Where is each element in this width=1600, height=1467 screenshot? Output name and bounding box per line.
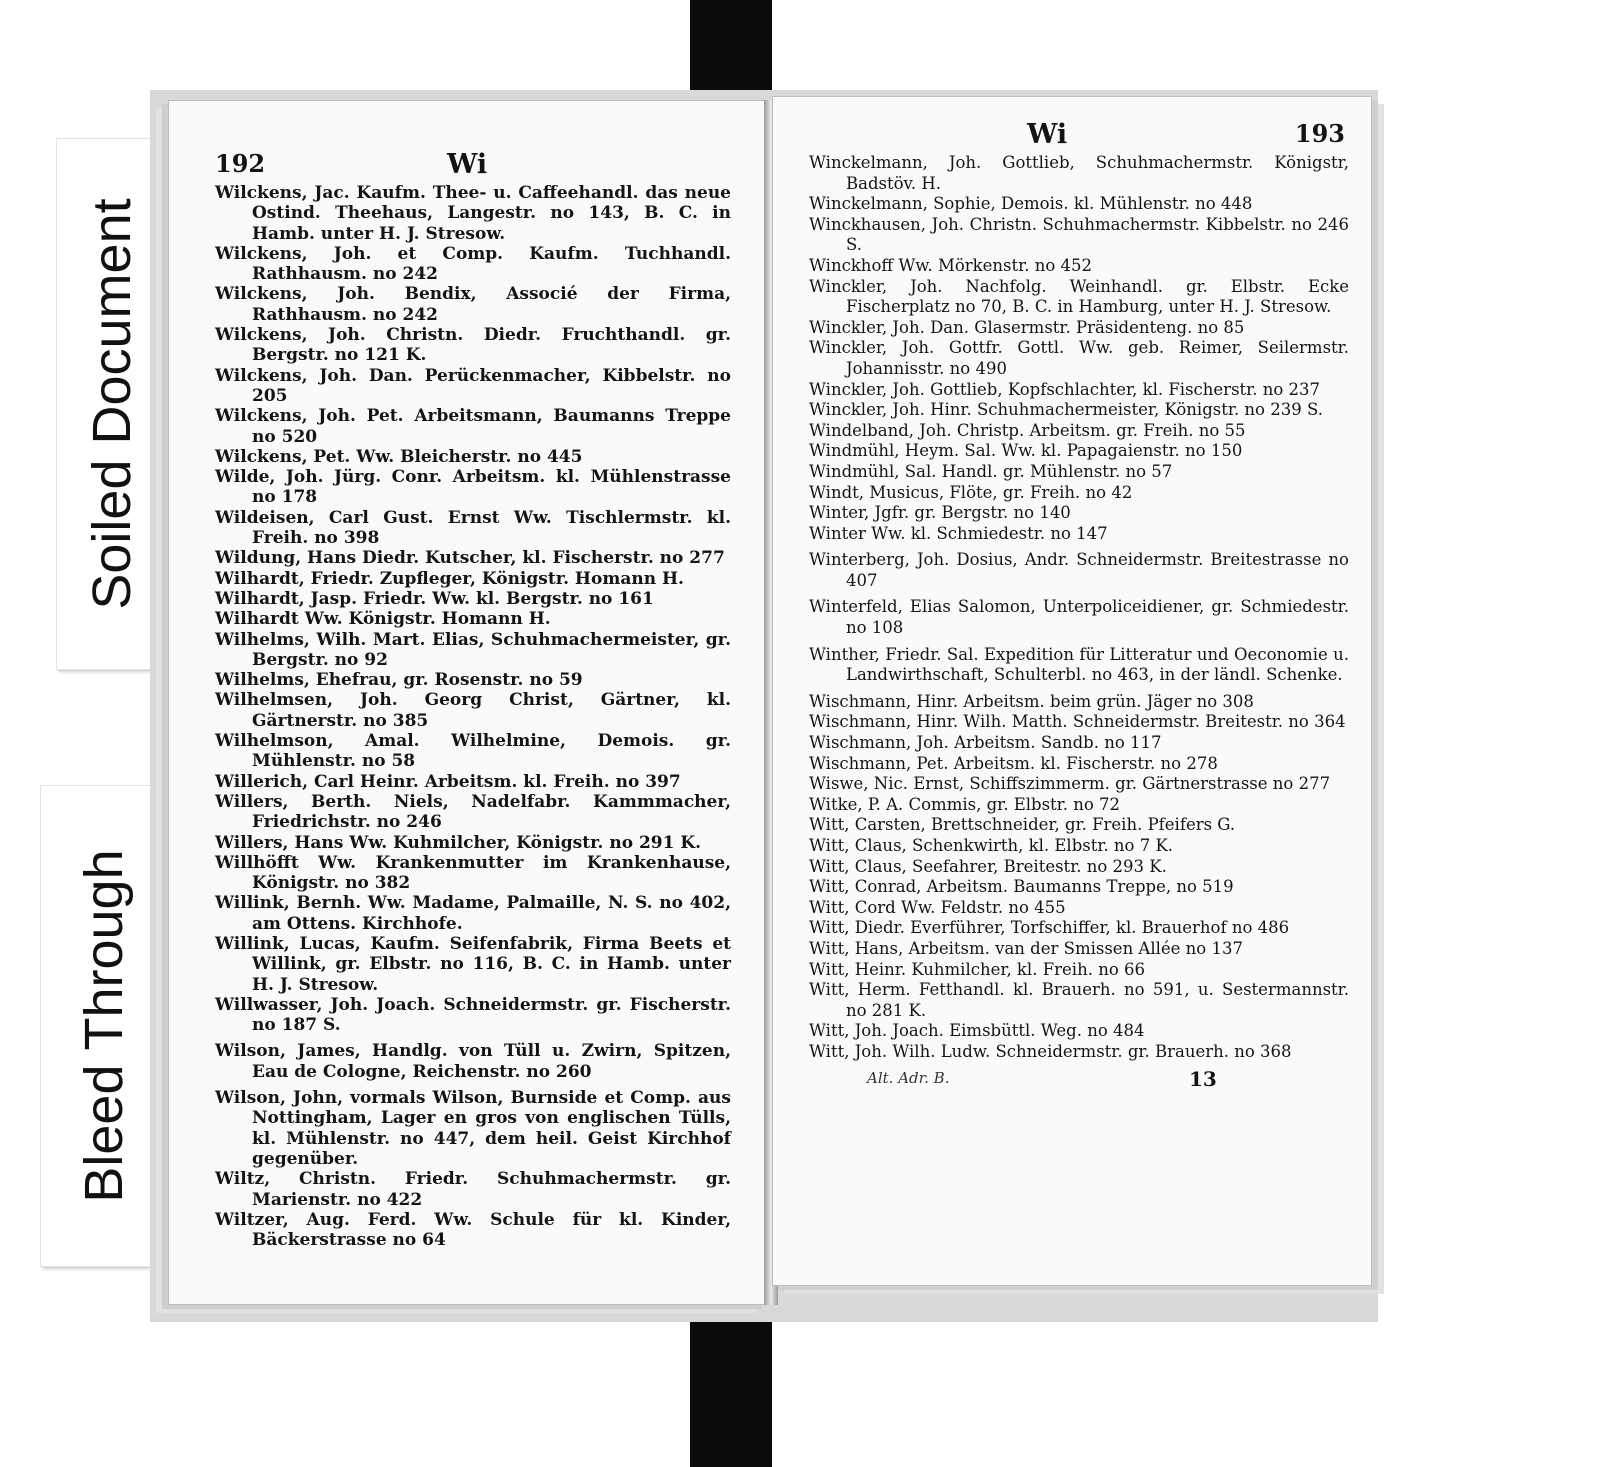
directory-entry: Winther, Friedr. Sal. Expedition für Litteratur und Oeconomie u. Landwirthschaft, Schulterbl. no 463, in der ländl. Schenke. (809, 644, 1349, 685)
directory-entry: Witt, Joh. Joach. Eimsbüttl. Weg. no 484 (809, 1021, 1145, 1041)
directory-entry: Witt, Claus, Schenkwirth, kl. Elbstr. no 7 K. (809, 836, 1174, 855)
directory-entry: Willhöfft Ww. Krankenmutter im Krankenhause, Königstr. no 382 (215, 852, 731, 894)
directory-entry: Winterberg, Joh. Dosius, Andr. Schneidermstr. Breitestrasse no 407 (809, 550, 1349, 590)
directory-entry: Wilhardt, Jasp. Friedr. Ww. kl. Bergstr. no 161 (215, 588, 654, 609)
directory-entry: Winckler, Joh. Nachfolg. Weinhandl. gr. Elbstr. Ecke Fischerplatz no 70, B. C. in Hamburg, unter H. J. Stresow. (809, 276, 1349, 317)
directory-entry: Wiswe, Nic. Ernst, Schiffszimmerm. gr. Gärtnerstrasse no 277 (809, 774, 1331, 794)
directory-entry: Wiltzer, Aug. Ferd. Ww. Schule für kl. Kinder, Bäckerstrasse no 64 (215, 1209, 731, 1251)
directory-entry: Wiltz, Christn. Friedr. Schuhmachermstr. gr. Marienstr. no 422 (215, 1169, 731, 1210)
directory-entry: Witt, Cord Ww. Feldstr. no 455 (809, 897, 1066, 917)
directory-entry: Winter Ww. kl. Schmiedestr. no 147 (809, 523, 1108, 543)
directory-entry: Willerich, Carl Heinr. Arbeitsm. kl. Freih. no 397 (215, 771, 681, 792)
directory-entry: Winckhausen, Joh. Christn. Schuhmachermstr. Kibbelstr. no 246 S. (809, 214, 1349, 255)
soiled-document-text: Soiled Document (82, 198, 142, 610)
directory-entry: Windt, Musicus, Flöte, gr. Freih. no 42 (809, 482, 1133, 502)
directory-entry: Wilson, James, Handlg. von Tüll u. Zwirn, Spitzen, Eau de Cologne, Reichenstr. no 260 (215, 1041, 731, 1082)
directory-entry: Wischmann, Pet. Arbeitsm. kl. Fischerstr. no 278 (809, 753, 1218, 773)
directory-entry: Winckelmann, Sophie, Demois. kl. Mühlenstr. no 448 (809, 194, 1253, 214)
directory-entry: Wilhelms, Ehefrau, gr. Rosenstr. no 59 (215, 670, 583, 691)
directory-entry: Wilhardt, Friedr. Zupfleger, Königstr. Homann H. (215, 568, 684, 589)
directory-entry: Witt, Joh. Wilh. Ludw. Schneidermstr. gr. Brauerh. no 368 (809, 1041, 1292, 1061)
directory-entry: Wischmann, Hinr. Wilh. Matth. Schneidermstr. Breitestr. no 364 (809, 712, 1346, 732)
directory-entry: Witt, Conrad, Arbeitsm. Baumanns Treppe, no 519 (809, 877, 1234, 897)
right-entry-list (809, 153, 1349, 1063)
directory-entry: Wilhelmson, Amal. Wilhelmine, Demois. gr. Mühlenstr. no 58 (215, 731, 731, 772)
directory-entry: Willers, Hans Ww. Kuhmilcher, Königstr. no 291 K. (215, 832, 702, 853)
directory-entry: Wilckens, Joh. Pet. Arbeitsmann, Baumanns Treppe no 520 (215, 406, 731, 447)
directory-entry: Willink, Bernh. Ww. Madame, Palmaille, N. S. no 402, am Ottens. Kirchhofe. (215, 893, 731, 934)
directory-entry: Wilhelmsen, Joh. Georg Christ, Gärtner, kl. Gärtnerstr. no 385 (215, 690, 731, 731)
directory-entry: Wildung, Hans Diedr. Kutscher, kl. Fischerstr. no 277 (215, 548, 725, 569)
directory-entry: Wischmann, Joh. Arbeitsm. Sandb. no 117 (809, 733, 1162, 753)
directory-entry: Wildeisen, Carl Gust. Ernst Ww. Tischlermstr. kl. Freih. no 398 (215, 507, 731, 549)
directory-entry: Wilckens, Joh. et Comp. Kaufm. Tuchhandl. Rathhausm. no 242 (215, 243, 731, 285)
left-page-number: 192 (215, 149, 266, 178)
bleed-through-label (40, 785, 167, 1267)
directory-entry: Winckelmann, Joh. Gottlieb, Schuhmachermstr. Königstr, Badstöv. H. (809, 153, 1349, 193)
directory-entry: Winckler, Joh. Gottfr. Gottl. Ww. geb. Reimer, Seilermstr. Johannisstr. no 490 (809, 338, 1349, 378)
directory-entry: Witt, Heinr. Kuhmilcher, kl. Freih. no 66 (809, 959, 1145, 979)
directory-entry: Witt, Herm. Fetthandl. kl. Brauerh. no 591, u. Sestermannstr. no 281 K. (809, 980, 1349, 1020)
directory-entry: Willers, Berth. Niels, Nadelfabr. Kammmacher, Friedrichstr. no 246 (215, 791, 731, 833)
directory-entry: Wilde, Joh. Jürg. Conr. Arbeitsm. kl. Mühlenstrasse no 178 (215, 467, 731, 508)
directory-entry: Willwasser, Joh. Joach. Schneidermstr. gr. Fischerstr. no 187 S. (215, 994, 731, 1036)
directory-entry: Witt, Hans, Arbeitsm. van der Smissen Allée no 137 (809, 938, 1243, 958)
directory-entry: Windmühl, Heym. Sal. Ww. kl. Papagaienstr. no 150 (809, 441, 1243, 461)
directory-entry: Wilckens, Joh. Dan. Perückenmacher, Kibbelstr. no 205 (215, 365, 731, 406)
directory-entry: Winter, Jgfr. gr. Bergstr. no 140 (809, 503, 1071, 523)
left-page-heading: Wi (447, 149, 488, 180)
left-page (168, 100, 768, 1305)
directory-entry: Wilhardt Ww. Königstr. Homann H. (215, 609, 551, 630)
directory-entry: Winckler, Joh. Hinr. Schuhmachermeister, Königstr. no 239 S. (809, 400, 1323, 420)
right-page-footer (809, 1066, 1349, 1093)
right-page-heading: Wi (1027, 119, 1068, 150)
left-entry-list (215, 183, 731, 1250)
directory-entry: Wilckens, Joh. Christn. Diedr. Fruchthandl. gr. Bergstr. no 121 K. (215, 325, 731, 366)
right-page (772, 96, 1372, 1286)
directory-entry: Witt, Claus, Seefahrer, Breitestr. no 293 K. (809, 856, 1167, 876)
directory-entry: Winterfeld, Elias Salomon, Unterpoliceidiener, gr. Schmiedestr. no 108 (809, 597, 1349, 638)
right-page-number: 193 (1294, 119, 1345, 148)
directory-entry: Winckhoff Ww. Mörkenstr. no 452 (809, 255, 1093, 275)
directory-entry: Windmühl, Sal. Handl. gr. Mühlenstr. no 57 (809, 461, 1173, 481)
directory-entry: Wilson, John, vormals Wilson, Burnside et Comp. aus Nottingham, Lager en gros von englischen Tülls, kl. Mühlenstr. no 447, dem heil. Geist Kirchhof gegenüber. (215, 1088, 731, 1169)
left-page-header (215, 149, 731, 183)
directory-entry: Willink, Lucas, Kaufm. Seifenfabrik, Firma Beets et Willink, gr. Elbstr. no 116, B. C. in Hamb. unter H. J. Stresow. (215, 933, 731, 995)
directory-entry: Witt, Diedr. Everführer, Torfschiffer, kl. Brauerhof no 486 (809, 918, 1290, 938)
bleed-through-text: Bleed Through (73, 849, 134, 1203)
directory-entry: Wilckens, Pet. Ww. Bleicherstr. no 445 (215, 446, 583, 467)
right-page-header (809, 119, 1349, 153)
directory-entry: Wilhelms, Wilh. Mart. Elias, Schuhmachermeister, gr. Bergstr. no 92 (215, 629, 731, 670)
directory-entry: Windelband, Joh. Christp. Arbeitsm. gr. Freih. no 55 (809, 420, 1246, 440)
quire-number: 13 (1189, 1066, 1217, 1091)
directory-entry: Winckler, Joh. Gottlieb, Kopfschlachter, kl. Fischerstr. no 237 (809, 379, 1321, 399)
directory-entry: Wischmann, Hinr. Arbeitsm. beim grün. Jäger no 308 (809, 691, 1254, 711)
directory-entry: Witke, P. A. Commis, gr. Elbstr. no 72 (809, 794, 1121, 814)
directory-entry: Winckler, Joh. Dan. Glasermstr. Präsidenteng. no 85 (809, 317, 1245, 337)
directory-entry: Witt, Carsten, Brettschneider, gr. Freih. Pfeifers G. (809, 815, 1236, 835)
signature-mark: Alt. Adr. B. (867, 1068, 950, 1087)
directory-entry: Wilckens, Joh. Bendix, Associé der Firma, Rathhausm. no 242 (215, 284, 731, 325)
directory-entry: Wilckens, Jac. Kaufm. Thee- u. Caffeehandl. das neue Ostind. Theehaus, Langestr. no 143, B. C. in Hamb. unter H. J. Stresow. (215, 183, 731, 244)
